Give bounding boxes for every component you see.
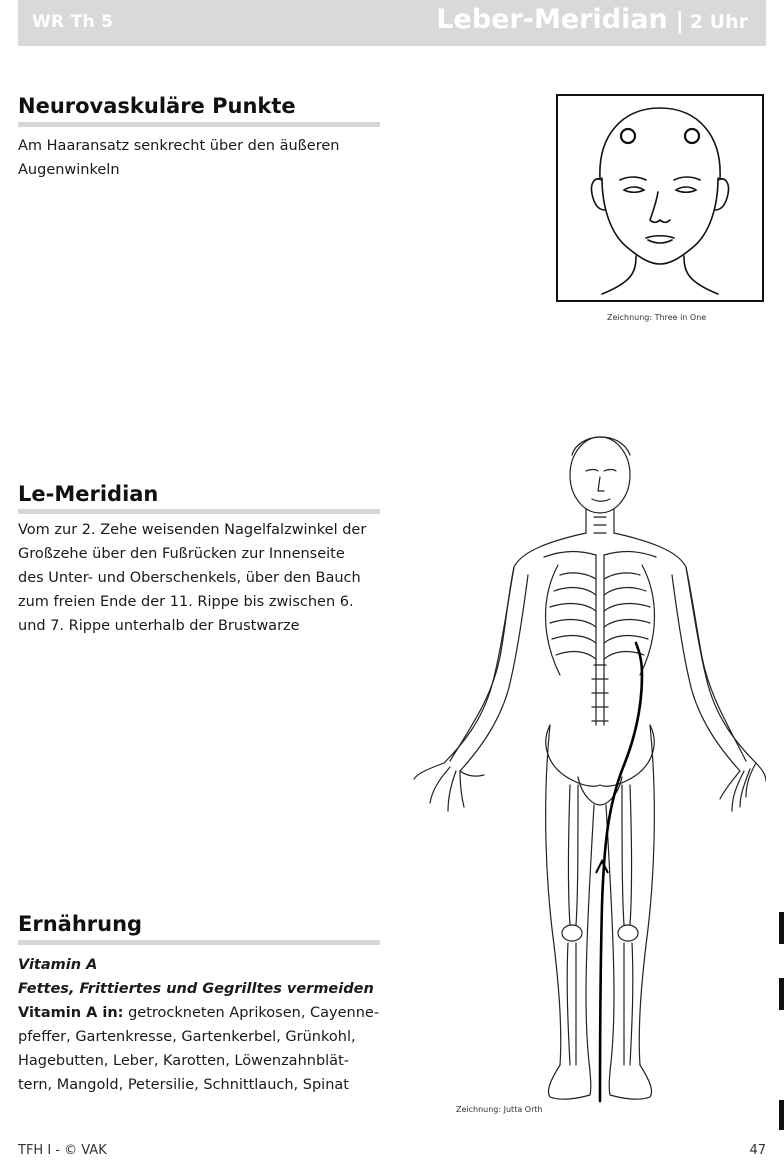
text-line [18,1001,380,1025]
text-line: Am Haaransatz senkrecht über den äußeren [18,138,340,154]
meridian-text [18,518,380,638]
vitamin-source-label: Vitamin A in: [18,1005,124,1021]
head-drawing [558,96,762,300]
nutrition-title: Ernährung [18,912,143,936]
text-line: Vom zur 2. Zehe weisenden Nagelfalzwinkel der [18,522,367,538]
meridian-time: 2 Uhr [689,11,748,33]
meridian-section-title: Le-Meridian [18,482,159,506]
heading-separator: | [675,9,684,34]
text-line: Großzehe über den Fußrücken zur Innenseite [18,546,345,562]
body-drawing-caption: Zeichnung: Jutta Orth [456,1105,543,1114]
neurovascular-title: Neurovaskuläre Punkte [18,94,296,118]
meridian-direction-arrow [596,861,608,873]
text-line: pfeffer, Gartenkresse, Gartenkerbel, Grünkohl, [18,1029,356,1045]
neurovascular-rule [18,122,380,127]
chapter-label: WR Th 5 [32,12,114,32]
page-heading [436,4,748,35]
text-line: tern, Mangold, Petersilie, Schnittlauch, Spinat [18,1077,349,1093]
text-line: Augenwinkeln [18,162,120,178]
meridian-title: Leber-Meridian [436,4,668,35]
meridian-path [600,643,642,1101]
margin-mark [779,978,784,1010]
head-drawing-frame [556,94,764,302]
nutrition-rule [18,940,380,945]
header-bar [18,0,766,46]
vitamin-source-start: getrockneten Aprikosen, Cayenne- [123,1005,380,1021]
margin-mark [779,912,784,944]
meridian-rule [18,509,380,514]
vitamin-name: Vitamin A [18,957,98,973]
nutrition-text [18,953,380,1097]
footer-copyright: TFH I - © VAK [18,1143,107,1158]
head-drawing-caption: Zeichnung: Three in One [607,313,707,322]
text-line: Hagebutten, Leber, Karotten, Löwenzahnblät- [18,1053,349,1069]
text-line: und 7. Rippe unterhalb der Brustwarze [18,618,300,634]
page-number: 47 [749,1143,766,1158]
margin-mark [779,1100,784,1130]
text-line: zum freien Ende der 11. Rippe bis zwischen 6. [18,594,354,610]
body-skeleton-drawing [410,425,766,1115]
neurovascular-text [18,134,380,182]
avoid-note: Fettes, Frittiertes und Gegrilltes vermeiden [18,981,374,997]
text-line: des Unter- und Oberschenkels, über den Bauch [18,570,361,586]
